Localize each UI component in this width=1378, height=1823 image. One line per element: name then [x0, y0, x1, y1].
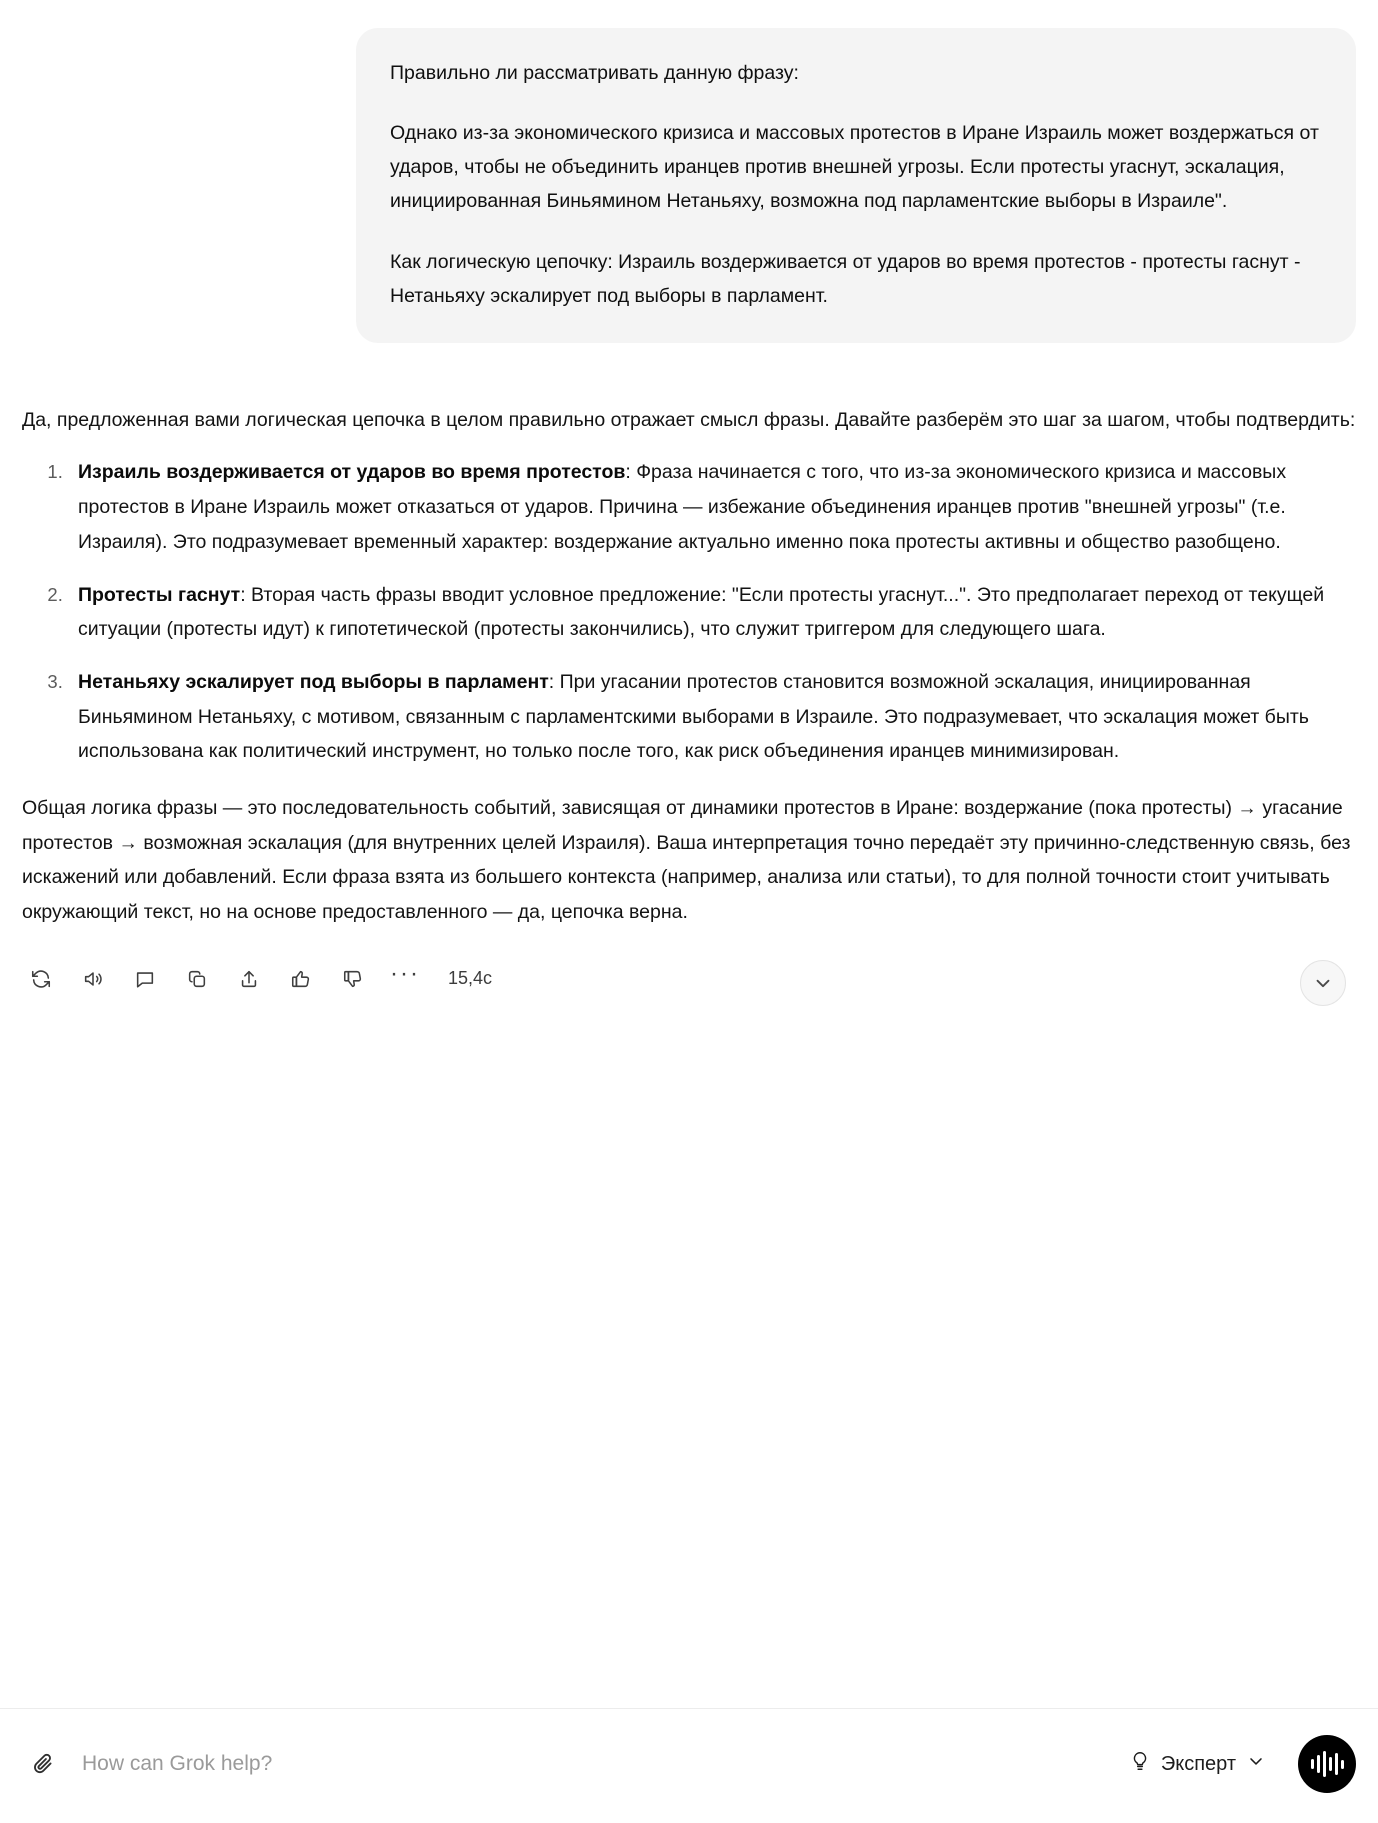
speaker-icon[interactable]	[78, 964, 108, 994]
more-options-icon[interactable]: ···	[390, 959, 420, 987]
thumbs-down-icon[interactable]	[338, 964, 368, 994]
share-icon[interactable]	[234, 964, 264, 994]
step-text: : При угасании протестов становится возможной эскалация, инициированная Биньямином Нетаньяху, с мотивом, связанным с парламентскими выборами в Израиле. Это подразумевает, что эскалация может быть использована как политический инструмент, но только после того, как риск объединения иранцев минимизирован.	[78, 670, 1309, 763]
step-text: : Фраза начинается с того, что из-за экономического кризиса и массовых протестов в Иране Израиль может отказаться от ударов. Причина — избежание объединения иранцев против "внешней угрозы" (т.е. Израиля). Это подразумевает временный характер: воздержание актуально именно пока протесты активны и общество разобщено.	[78, 461, 1287, 553]
user-message-paragraph: Как логическую цепочку: Израиль воздерживается от ударов во время протестов - протесты гаснут - Нетаньяху эскалирует под выборы в парламент.	[390, 250, 1301, 307]
user-message-row	[22, 0, 1356, 343]
paperclip-icon[interactable]	[22, 1743, 64, 1785]
regenerate-icon[interactable]	[26, 964, 56, 994]
user-message-paragraph: Правильно ли рассматривать данную фразу:	[390, 62, 799, 84]
step-lead: Протесты гаснут	[78, 583, 241, 606]
step-lead: Нетаньяху эскалирует под выборы в парламент	[78, 670, 549, 693]
list-item	[68, 455, 1356, 559]
step-text: : Вторая часть фразы вводит условное предложение: "Если протесты угаснут...". Это предполагает переход от текущей ситуации (протесты идут) к гипотетической (протесты закончились), что служит триггером для следующего шага.	[78, 583, 1325, 641]
comment-icon[interactable]	[130, 964, 160, 994]
user-message-paragraph: Однако из-за экономического кризиса и массовых протестов в Иране Израиль может воздержаться от ударов, чтобы не объединить иранцев против внешней угрозы. Если протесты угаснут, эскалация, инициированная Биньямином Нетаньяху, возможна под парламентские выборы в Израиле".	[390, 122, 1319, 213]
chevron-down-icon	[1246, 1751, 1266, 1777]
copy-icon[interactable]	[182, 964, 212, 994]
voice-waveform-icon	[1311, 1751, 1344, 1777]
voice-mode-button[interactable]	[1298, 1735, 1356, 1793]
step-lead: Израиль воздерживается от ударов во время протестов	[78, 461, 626, 484]
assistant-message	[22, 343, 1356, 930]
user-message-bubble	[356, 28, 1356, 343]
list-item	[68, 665, 1356, 769]
message-action-toolbar	[22, 948, 1356, 1004]
thumbs-up-icon[interactable]	[286, 964, 316, 994]
composer	[22, 1735, 1356, 1793]
response-timing: 15,4с	[448, 968, 493, 989]
list-item	[68, 578, 1356, 647]
scroll-to-bottom-button[interactable]	[1300, 960, 1346, 1006]
chat-input[interactable]	[78, 1746, 1103, 1782]
lightbulb-icon	[1129, 1750, 1151, 1778]
composer-bar	[0, 1708, 1378, 1823]
assistant-intro: Да, предложенная вами логическая цепочка в целом правильно отражает смысл фразы. Давайте разберём это шаг за шагом, чтобы подтвердить:	[22, 408, 1356, 431]
mode-selector[interactable]	[1117, 1742, 1278, 1786]
mode-label: Эксперт	[1160, 1752, 1236, 1775]
assistant-conclusion: Общая логика фразы — это последовательность событий, зависящая от динамики протестов в Иране: воздержание (пока протесты) → угасание протестов → возможная эскалация (для внутренних целей Израиля). Ваша интерпретация точно передаёт эту причинно-следственную связь, без искажений или добавлений. Если фраза взята из большего контекста (например, анализа или статьи), то для полной точности стоит учитывать окружающий текст, но на основе предоставленного — да, цепочка верна.	[22, 797, 1351, 924]
assistant-steps-list	[22, 455, 1356, 769]
